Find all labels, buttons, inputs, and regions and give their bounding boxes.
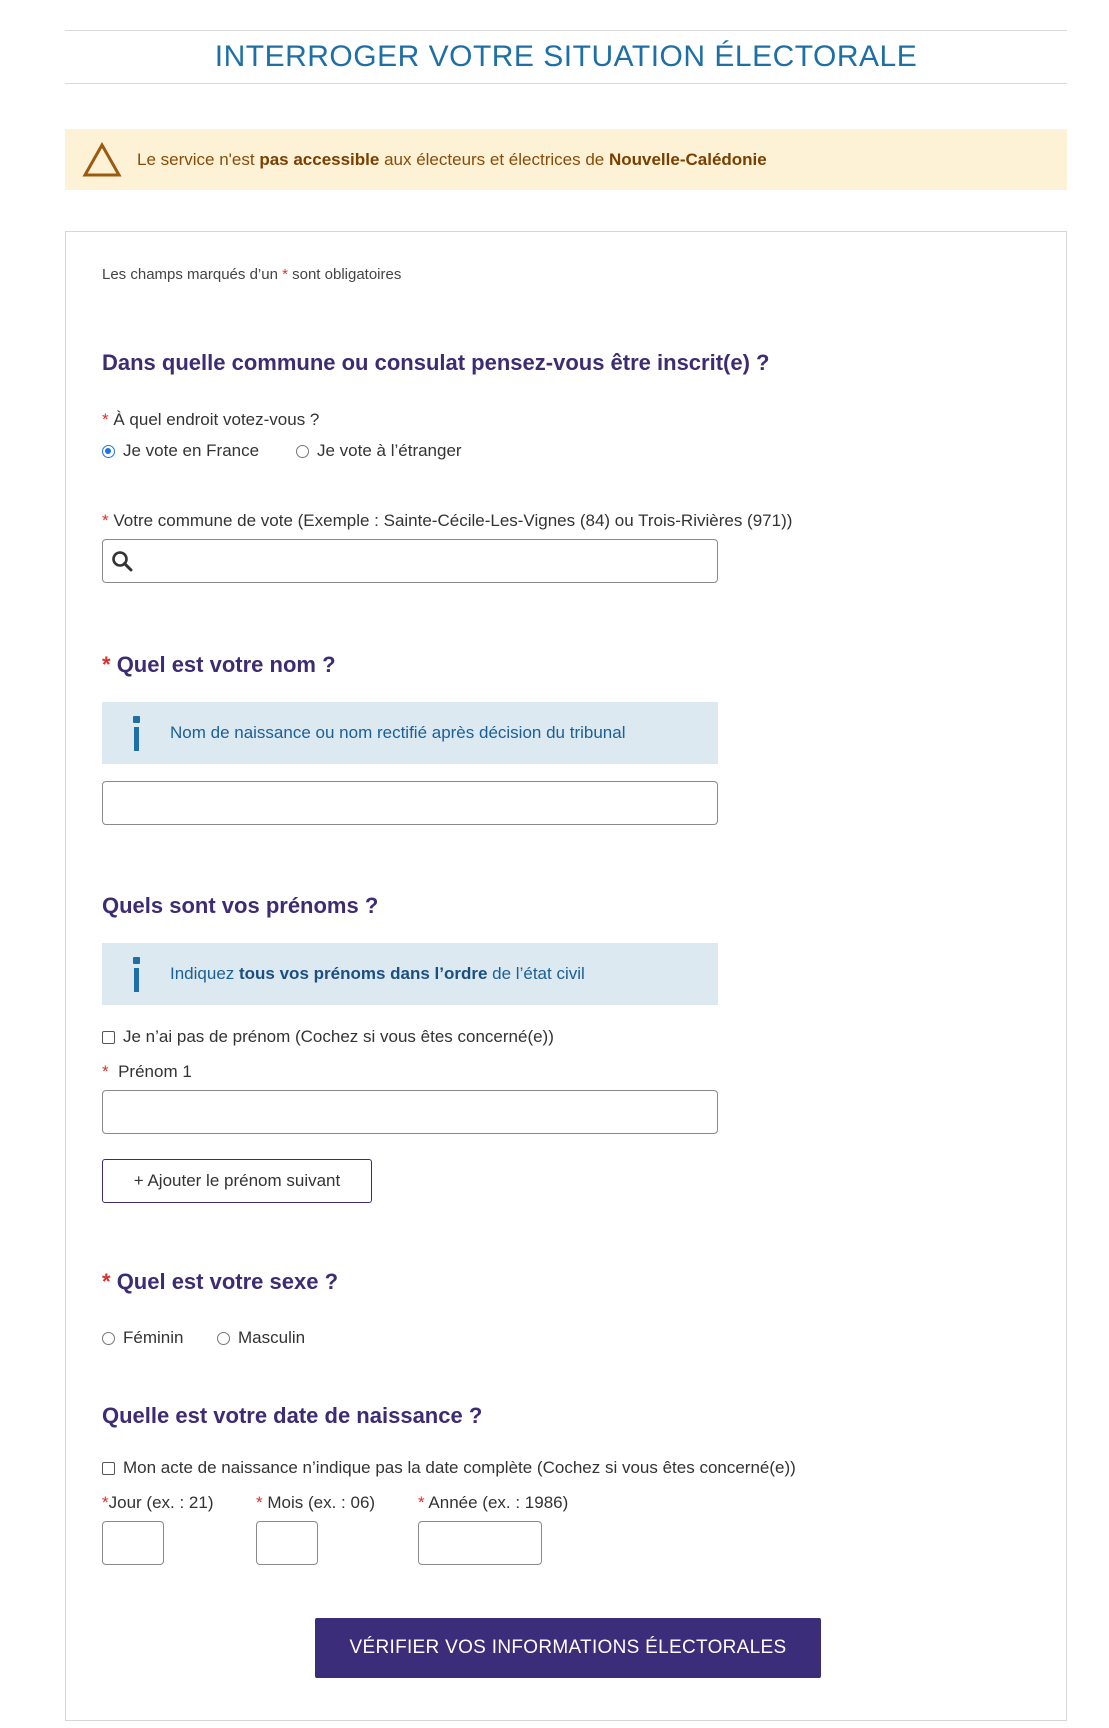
alert-text-part: aux électeurs et électrices de bbox=[379, 149, 609, 169]
birthdate-section-title: Quelle est votre date de naissance ? bbox=[102, 1403, 483, 1428]
month-label bbox=[256, 1493, 375, 1513]
radio-button[interactable] bbox=[296, 445, 309, 458]
radio-button[interactable] bbox=[217, 1332, 230, 1345]
alert-text-bold: Nouvelle-Calédonie bbox=[608, 149, 767, 169]
info-text-part: de l’état civil bbox=[487, 964, 585, 983]
name-info-text: Nom de naissance ou nom rectifié après décision du tribunal bbox=[170, 723, 626, 742]
incomplete-date-checkbox-row[interactable] bbox=[102, 1458, 796, 1478]
vote-place-label bbox=[102, 410, 319, 430]
no-firstname-label: Je n’ai pas de prénom (Cochez si vous êtes concerné(e)) bbox=[123, 1027, 554, 1046]
firstname-1-label bbox=[102, 1062, 192, 1082]
page-title-bar bbox=[65, 30, 1067, 84]
required-star: * bbox=[102, 1062, 109, 1081]
radio-label: Je vote à l’étranger bbox=[317, 441, 462, 460]
radio-vote-abroad[interactable] bbox=[296, 441, 462, 461]
day-input[interactable] bbox=[102, 1521, 164, 1565]
verify-submit-button[interactable]: VÉRIFIER VOS INFORMATIONS ÉLECTORALES bbox=[315, 1618, 821, 1678]
form-container bbox=[65, 231, 1067, 1721]
sex-section-title bbox=[102, 1269, 338, 1295]
required-star: * bbox=[102, 1493, 109, 1512]
required-star: * bbox=[282, 266, 288, 283]
name-input[interactable] bbox=[102, 781, 718, 825]
commune-section-title: Dans quelle commune ou consulat pensez-vous être inscrit(e) ? bbox=[102, 350, 770, 375]
radio-masculin[interactable] bbox=[217, 1328, 305, 1348]
firstname-1-input[interactable] bbox=[102, 1090, 718, 1134]
year-input[interactable] bbox=[418, 1521, 542, 1565]
firstname-info-box bbox=[102, 943, 718, 1005]
commune-label-text: Votre commune de vote (Exemple : Sainte-Cécile-Les-Vignes (84) ou Trois-Rivières (971)) bbox=[113, 511, 793, 530]
required-star: * bbox=[102, 511, 109, 530]
no-firstname-checkbox-row[interactable] bbox=[102, 1027, 554, 1047]
radio-label: Je vote en France bbox=[123, 441, 260, 460]
required-star: * bbox=[418, 1493, 425, 1512]
alert-text bbox=[137, 150, 767, 170]
radio-feminin[interactable] bbox=[102, 1328, 183, 1348]
required-star: * bbox=[102, 410, 109, 429]
required-star: * bbox=[102, 652, 111, 677]
alert-text-part: Le service n'est bbox=[137, 149, 260, 169]
radio-label: Masculin bbox=[238, 1328, 306, 1347]
firstname-info-text bbox=[170, 964, 585, 984]
info-icon bbox=[132, 957, 141, 992]
incomplete-date-label: Mon acte de naissance n’indique pas la date complète (Cochez si vous êtes concerné(e)) bbox=[123, 1458, 796, 1477]
sex-title-text: Quel est votre sexe ? bbox=[116, 1269, 339, 1294]
name-info-box bbox=[102, 702, 718, 764]
commune-search-input[interactable] bbox=[102, 539, 718, 583]
info-icon bbox=[132, 716, 141, 751]
warning-triangle-icon bbox=[82, 142, 122, 178]
add-firstname-button[interactable]: + Ajouter le prénom suivant bbox=[102, 1159, 372, 1203]
no-firstname-checkbox[interactable] bbox=[102, 1031, 115, 1044]
firstname-label-text: Prénom 1 bbox=[118, 1062, 192, 1081]
month-input[interactable] bbox=[256, 1521, 318, 1565]
info-text-part: Indiquez bbox=[170, 964, 239, 983]
commune-label bbox=[102, 511, 792, 531]
alert-text-bold: pas accessible bbox=[259, 149, 380, 169]
required-star: * bbox=[256, 1493, 263, 1512]
required-star: * bbox=[102, 1269, 111, 1294]
day-label-text: Jour (ex. : 21) bbox=[108, 1493, 214, 1512]
radio-button-checked[interactable] bbox=[102, 445, 115, 458]
year-label bbox=[418, 1493, 568, 1513]
alert-banner bbox=[65, 129, 1067, 190]
year-label-text: Année (ex. : 1986) bbox=[428, 1493, 569, 1512]
required-note bbox=[102, 266, 401, 283]
firstname-section-title: Quels sont vos prénoms ? bbox=[102, 893, 379, 918]
name-section-title bbox=[102, 652, 336, 678]
page-title: INTERROGER VOTRE SITUATION ÉLECTORALE bbox=[214, 40, 918, 73]
radio-vote-france[interactable] bbox=[102, 441, 259, 461]
radio-label: Féminin bbox=[123, 1328, 184, 1347]
required-note-text: Les champs marqués d’un bbox=[102, 266, 283, 283]
day-label bbox=[102, 1493, 214, 1513]
info-text-bold: tous vos prénoms dans l’ordre bbox=[239, 964, 488, 983]
required-note-text: sont obligatoires bbox=[287, 266, 402, 283]
name-title-text: Quel est votre nom ? bbox=[116, 652, 336, 677]
radio-button[interactable] bbox=[102, 1332, 115, 1345]
incomplete-date-checkbox[interactable] bbox=[102, 1462, 115, 1475]
vote-place-label-text: À quel endroit votez-vous ? bbox=[113, 410, 320, 429]
month-label-text: Mois (ex. : 06) bbox=[267, 1493, 376, 1512]
search-icon bbox=[111, 550, 133, 572]
